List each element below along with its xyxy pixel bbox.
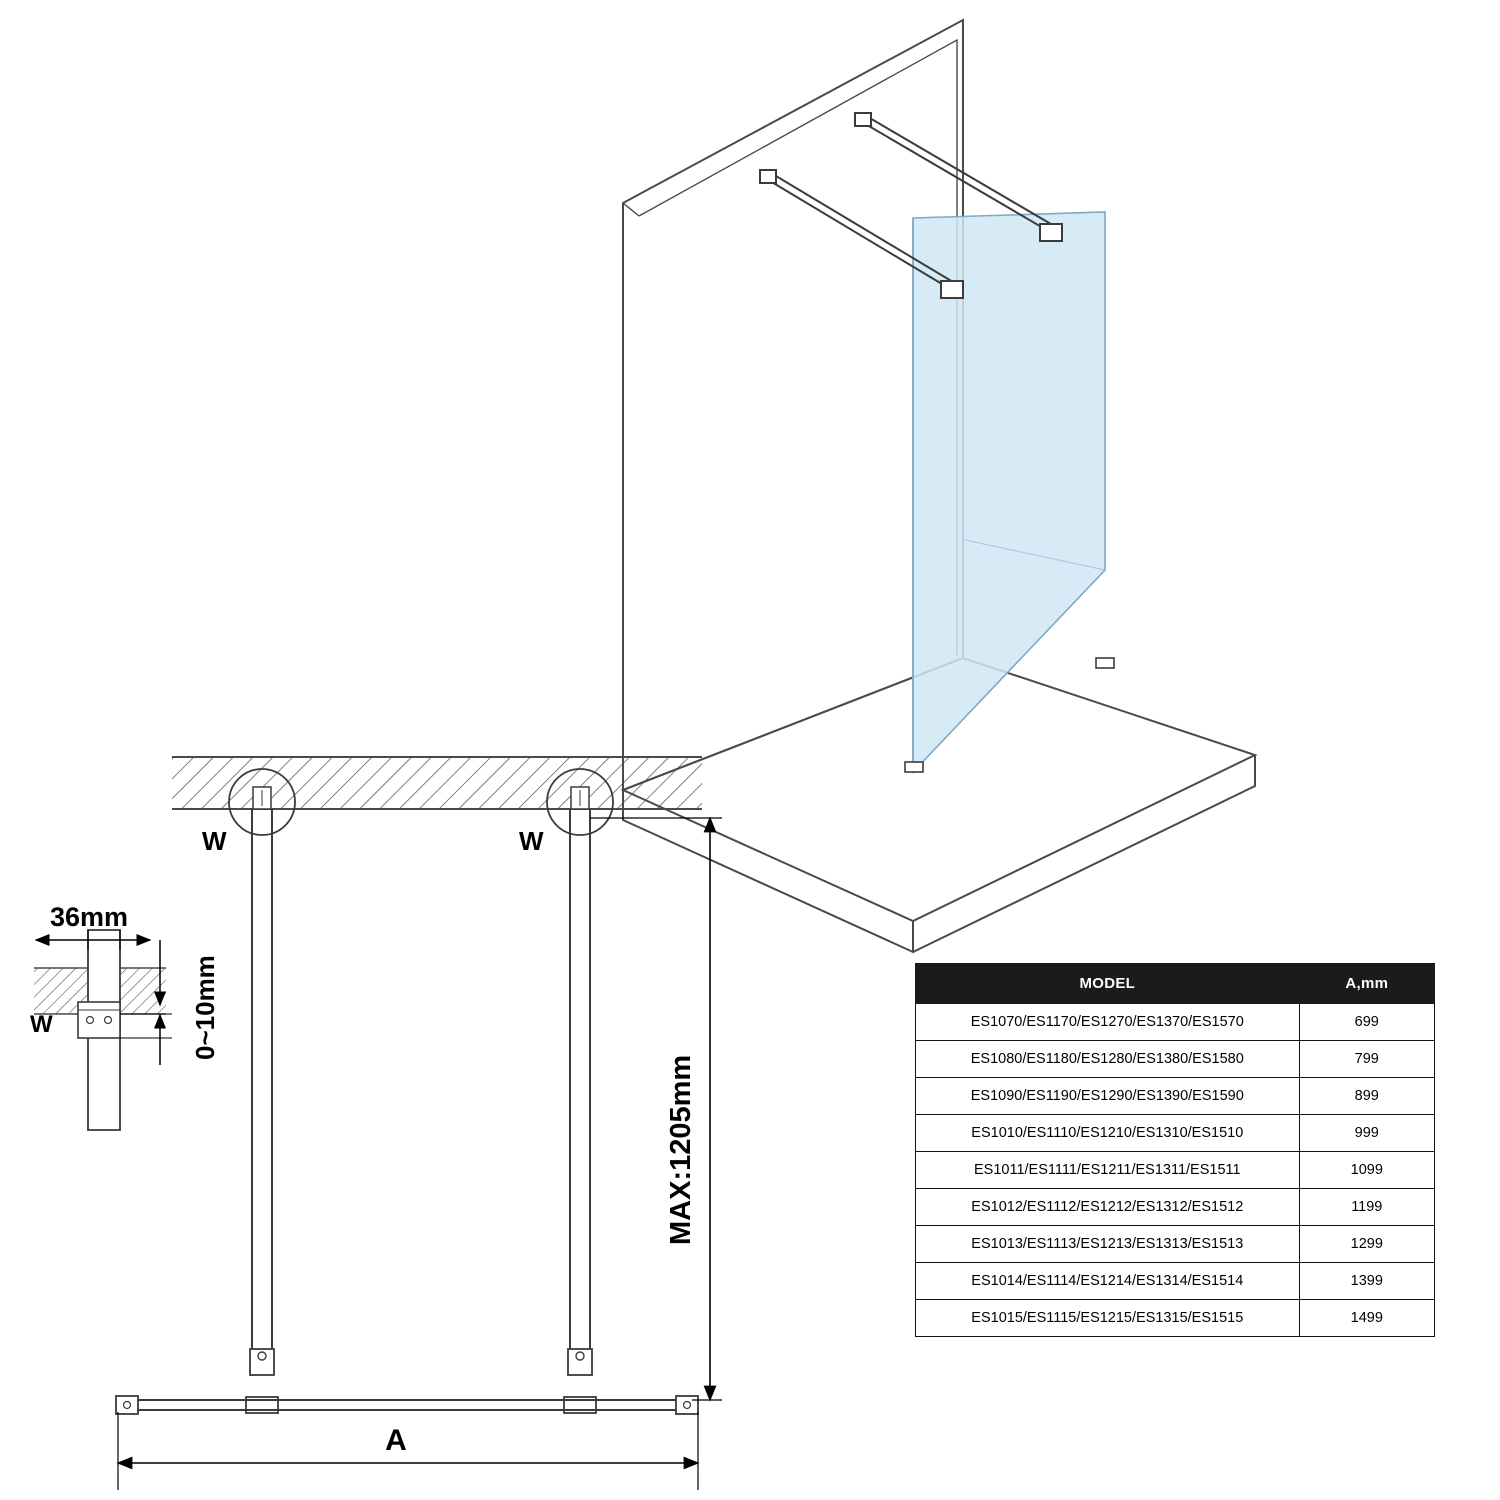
cell-a: 999 [1299,1115,1434,1152]
cell-model: ES1010/ES1110/ES1210/ES1310/ES1510 [916,1115,1300,1152]
column-header-model: MODEL [916,964,1300,1004]
table-row [916,1041,1435,1078]
cell-a: 799 [1299,1041,1434,1078]
bracket-detail-view [34,930,172,1130]
cell-a: 1499 [1299,1300,1434,1337]
table-row [916,1004,1435,1041]
cell-a: 699 [1299,1004,1434,1041]
front-elevation-view [116,757,722,1490]
cell-model: ES1013/ES1113/ES1213/ES1313/ES1513 [916,1226,1300,1263]
cell-model: ES1090/ES1190/ES1290/ES1390/ES1590 [916,1078,1300,1115]
column-header-a: A,mm [1299,964,1434,1004]
cell-model: ES1080/ES1180/ES1280/ES1380/ES1580 [916,1041,1300,1078]
label-dimension-a: A [385,1424,407,1457]
cell-a: 1399 [1299,1263,1434,1300]
label-max-height: MAX:1205mm [665,1054,697,1245]
table-row [916,1152,1435,1189]
table-header-row [916,964,1435,1004]
bottom-connector-right [564,1349,596,1413]
cell-model: ES1011/ES1111/ES1211/ES1311/ES1511 [916,1152,1300,1189]
label-gap-0-10mm: 0~10mm [190,955,220,1060]
table-row [916,1226,1435,1263]
table-row [916,1189,1435,1226]
cell-a: 1099 [1299,1152,1434,1189]
isometric-view [623,20,1255,952]
cell-model: ES1014/ES1114/ES1214/ES1314/ES1514 [916,1263,1300,1300]
label-w-detail: W [30,1011,53,1038]
cell-model: ES1012/ES1112/ES1212/ES1312/ES1512 [916,1189,1300,1226]
table-row [916,1300,1435,1337]
cell-a: 1299 [1299,1226,1434,1263]
cell-model: ES1015/ES1115/ES1215/ES1315/ES1515 [916,1300,1300,1337]
label-36mm: 36mm [50,902,129,932]
label-w-right: W [519,826,544,856]
table-row [916,1263,1435,1300]
model-spec-table [915,963,1435,1337]
cell-a: 1199 [1299,1189,1434,1226]
table-row [916,1115,1435,1152]
table-row [916,1078,1435,1115]
cell-model: ES1070/ES1170/ES1270/ES1370/ES1570 [916,1004,1300,1041]
bottom-connector-left [246,1349,278,1413]
cell-a: 899 [1299,1078,1434,1115]
table-body [916,1004,1435,1337]
label-w-left: W [202,826,227,856]
